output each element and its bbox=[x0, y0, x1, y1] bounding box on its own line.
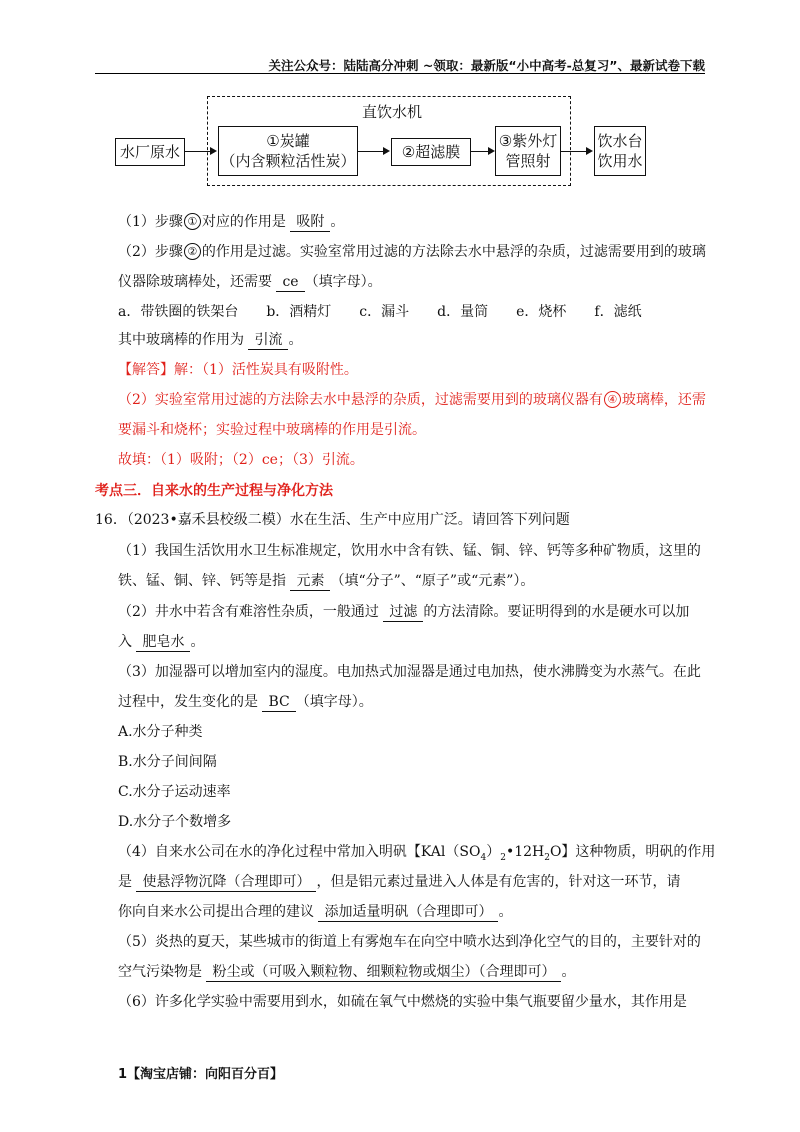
source-box: 水厂原水 bbox=[115, 138, 185, 166]
section-heading: 考点三．自来水的生产过程与净化方法 bbox=[95, 483, 333, 499]
output-label: 饮水台 bbox=[597, 131, 643, 150]
uv-box bbox=[495, 126, 561, 176]
solution-label: 【解答】解： bbox=[118, 362, 202, 378]
q16-p1b: 铁、锰、铜、锌、钙等是指 元素 （填“分子”、“原子”或“元素”）。 bbox=[118, 573, 535, 589]
arrow-1 bbox=[185, 151, 215, 152]
option-b: B.水分子间间隔 bbox=[118, 754, 217, 770]
solution-final: 故填：（1）吸附；（2）ce；（3）引流。 bbox=[118, 452, 364, 468]
arrow-2 bbox=[358, 151, 388, 152]
answer-blank: 添加适量明矾（合理即可） bbox=[318, 903, 498, 922]
page-header: 关注公众号：陆陆高分冲刺 ~领取：最新版“小中高考-总复习”、最新试卷下载 bbox=[268, 58, 705, 73]
arrow-3 bbox=[471, 151, 493, 152]
option-c: C.水分子运动速率 bbox=[118, 784, 231, 800]
carbon-tank-sub: （内含颗粒活性炭） bbox=[220, 152, 356, 170]
page-footer: 1【淘宝店铺：向阳百分百】 bbox=[118, 1067, 284, 1082]
q16-p2a: （2）井水中若含有难溶性杂质，一般通过 过滤 的方法清除。要证明得到的水是硬水可以加 bbox=[118, 604, 690, 620]
carbon-tank-label: ①炭罐 bbox=[266, 131, 310, 150]
q16-p5a: （5）炎热的夏天，某些城市的街道上有雾炮车在向空中喷水达到净化空气的目的，主要针对的 bbox=[118, 934, 701, 950]
q-prev-2b: 仪器除玻璃棒处，还需要 ce （填字母）。 bbox=[118, 274, 382, 290]
q16-p3b: 过程中，发生变化的是 BC （填字母）。 bbox=[118, 694, 373, 710]
ultrafilter-box: ②超滤膜 bbox=[391, 138, 471, 166]
answer-blank: 引流 bbox=[248, 331, 288, 350]
output-box bbox=[594, 126, 646, 176]
answer-blank: 肥皂水 bbox=[136, 633, 190, 652]
options-line: a．带铁圈的铁架台 b．酒精灯 c．漏斗 d．量筒 e．烧杯 f．滤纸 bbox=[118, 304, 642, 320]
answer-blank: ce bbox=[276, 273, 304, 292]
carbon-tank-box bbox=[218, 126, 358, 176]
solution-2b: 要漏斗和烧杯；实验过程中玻璃棒的作用是引流。 bbox=[118, 422, 426, 438]
q16-p3a: （3）加湿器可以增加室内的湿度。电加热式加湿器是通过电加热，使水沸腾变为水蒸气。在此 bbox=[118, 664, 701, 680]
q16-p4a: （4）自来水公司在水的净化过程中常加入明矾【$KAl(SO_4)_2•12H_2O$】这种物质，明矾的作用 bbox=[118, 844, 716, 863]
answer-blank: 使悬浮物沉降（合理即可） bbox=[136, 873, 316, 892]
arrow-4 bbox=[561, 151, 591, 152]
output-sub: 饮用水 bbox=[597, 152, 643, 170]
option-d: D.水分子个数增多 bbox=[118, 814, 232, 830]
q16-p4b: 是 使悬浮物沉降（合理即可） ，但是铝元素过量进入人体是有危害的，针对这一环节，请 bbox=[118, 874, 681, 890]
q16-p5b: 空气污染物是 粉尘或（可吸入颗粒物、细颗粒物或烟尘）（合理即可） 。 bbox=[118, 964, 576, 980]
answer-blank: 吸附 bbox=[290, 213, 330, 232]
q16-p2b: 入 肥皂水 。 bbox=[118, 634, 205, 650]
uv-label: ③紫外灯 bbox=[498, 131, 558, 150]
q16-p4c: 你向自来水公司提出合理的建议 添加适量明矾（合理即可） 。 bbox=[118, 904, 513, 920]
solution-1: 【解答】解：（1）活性炭具有吸附性。 bbox=[118, 362, 358, 378]
uv-sub: 管照射 bbox=[505, 152, 551, 170]
q-prev-1: （1）步骤 ① 对应的作用是 吸附 。 bbox=[118, 214, 345, 230]
q-prev-2: （2）步骤 ② 的作用是过滤。实验室常用过滤的方法除去水中悬浮的杂质，过滤需要用到的玻璃 bbox=[118, 244, 706, 260]
answer-blank: BC bbox=[262, 693, 295, 712]
answer-blank: 过滤 bbox=[383, 603, 423, 622]
q16-p1a: （1）我国生活饮用水卫生标准规定，饮用水中含有铁、锰、铜、锌、钙等多种矿物质，这里的 bbox=[118, 543, 701, 559]
q16-p6a: （6）许多化学实验中需要用到水，如硫在氧气中燃烧的实验中集气瓶要留少量水，其作用是 bbox=[118, 994, 687, 1010]
answer-blank: 粉尘或（可吸入颗粒物、细颗粒物或烟尘）（合理即可） bbox=[206, 963, 561, 982]
answer-blank: 元素 bbox=[290, 572, 330, 591]
purifier-title: 直饮水机 bbox=[362, 103, 423, 121]
glass-rod-line: 其中玻璃棒的作用为 引流 。 bbox=[118, 332, 303, 348]
water-purifier-diagram bbox=[0, 0, 800, 200]
q16-stem: 16．（2023•嘉禾县校级二模）水在生活、生产中应用广泛。请回答下列问题 bbox=[95, 512, 570, 528]
solution-2: （2）实验室常用过滤的方法除去水中悬浮的杂质，过滤需要用到的玻璃仪器有 ④ 玻璃棒，还需 bbox=[118, 392, 706, 408]
option-a: A.水分子种类 bbox=[118, 724, 203, 740]
